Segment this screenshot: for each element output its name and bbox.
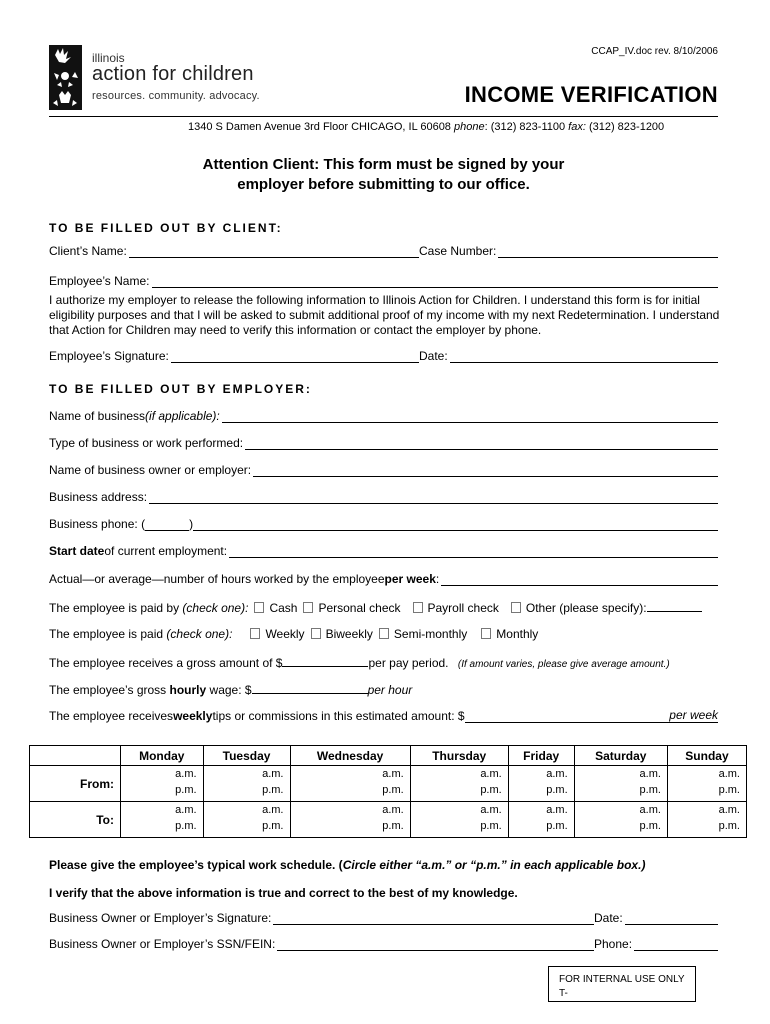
pm-option[interactable]: p.m. (175, 784, 197, 796)
am-option[interactable]: a.m. (480, 804, 502, 816)
gross-amount-note: (If amount varies, please give average amount.) (457, 659, 670, 670)
am-option[interactable]: a.m. (175, 804, 197, 816)
owner-phone-line[interactable] (634, 938, 718, 951)
hours-bold: per week (384, 572, 436, 586)
attention-notice (49, 155, 718, 195)
fax-label: fax: (568, 121, 586, 133)
internal-use-code: T- (559, 988, 568, 999)
pm-option[interactable]: p.m. (382, 820, 404, 832)
am-option[interactable]: a.m. (262, 804, 284, 816)
pm-option[interactable]: p.m. (546, 784, 568, 796)
other-option: Other (please specify): (525, 601, 647, 615)
day-tuesday: Tuesday (203, 746, 290, 766)
owner-phone-field[interactable] (594, 937, 718, 951)
to-label: To: (30, 802, 121, 838)
client-name-line[interactable] (129, 245, 419, 258)
per-week-label: per week (669, 708, 718, 722)
client-section-heading: TO BE FILLED OUT BY CLIENT: (49, 221, 283, 235)
schedule-cell[interactable] (203, 766, 290, 802)
schedule-cell[interactable] (508, 766, 574, 802)
pm-option[interactable]: p.m. (175, 820, 197, 832)
hourly-bold: hourly (169, 683, 207, 697)
am-option[interactable]: a.m. (718, 804, 740, 816)
ssn-fein-field[interactable] (49, 937, 594, 951)
verification-statement: I verify that the above information is true and correct to the best of my knowledge. (49, 886, 518, 900)
cash-option: Cash (269, 601, 298, 615)
pm-option[interactable]: p.m. (480, 784, 502, 796)
address-text: 1340 S Damen Avenue 3rd Floor CHICAGO, IL 60608 (188, 121, 454, 133)
business-phone-label: Business phone: ( (49, 517, 146, 531)
payroll-check-option: Payroll check (427, 601, 499, 615)
ssn-fein-line[interactable] (277, 938, 594, 951)
schedule-instruction-note: Circle either “a.m.” or “p.m.” in each applicable box.) (342, 858, 646, 872)
corner-cell (30, 746, 121, 766)
semi-monthly-checkbox[interactable] (379, 628, 389, 639)
schedule-from-row (30, 766, 747, 802)
schedule-instruction (49, 858, 645, 872)
owner-date-label: Date: (594, 911, 623, 925)
pm-option[interactable]: p.m. (546, 820, 568, 832)
internal-use-label: FOR INTERNAL USE ONLY (559, 974, 685, 985)
weekly-checkbox[interactable] (250, 628, 260, 639)
client-date-field[interactable] (419, 349, 718, 363)
business-phone-field[interactable] (49, 517, 718, 531)
pay-frequency-row (49, 627, 538, 641)
business-type-label: Type of business or work performed: (49, 436, 244, 450)
business-name-label: Name of business (49, 409, 146, 423)
am-option[interactable]: a.m. (262, 768, 284, 780)
org-tagline: resources. community. advocacy. (92, 90, 260, 102)
owner-date-field[interactable] (594, 911, 718, 925)
schedule-cell[interactable] (290, 766, 410, 802)
day-monday: Monday (121, 746, 204, 766)
pm-option[interactable]: p.m. (639, 820, 661, 832)
per-hour-label: per hour (367, 683, 413, 697)
paid-by-note: (check one): (182, 601, 249, 615)
day-sunday: Sunday (667, 746, 746, 766)
hours-field[interactable] (49, 572, 718, 586)
hourly-wage-line[interactable] (252, 681, 368, 694)
employee-signature-label: Employee’s Signature: (49, 349, 169, 363)
schedule-cell[interactable] (203, 802, 290, 838)
attention-line-2: employer before submitting to our office. (237, 176, 530, 193)
case-number-field[interactable] (419, 244, 718, 258)
am-option[interactable]: a.m. (718, 768, 740, 780)
header-divider (49, 116, 718, 117)
personal-check-option: Personal check (318, 601, 401, 615)
owner-signature-line[interactable] (273, 912, 594, 925)
employee-name-line[interactable] (152, 275, 719, 288)
pm-option[interactable]: p.m. (480, 820, 502, 832)
employee-signature-field[interactable] (49, 349, 419, 363)
hours-colon: : (435, 572, 440, 586)
day-wednesday: Wednesday (290, 746, 410, 766)
day-thursday: Thursday (410, 746, 508, 766)
logo-icon (49, 45, 82, 110)
client-date-line[interactable] (450, 350, 718, 363)
owner-signature-field[interactable] (49, 911, 594, 925)
gross-amount-row (49, 654, 670, 670)
pm-option[interactable]: p.m. (262, 820, 284, 832)
biweekly-checkbox[interactable] (311, 628, 321, 639)
day-saturday: Saturday (574, 746, 667, 766)
org-name: action for children (92, 63, 254, 85)
am-option[interactable]: a.m. (382, 768, 404, 780)
hours-label: Actual—or average—number of hours worked by the employee (49, 572, 385, 586)
employee-name-field[interactable] (49, 274, 718, 288)
phone-number: : (312) 823-1100 (484, 121, 569, 133)
pm-option[interactable]: p.m. (639, 784, 661, 796)
business-owner-line[interactable] (253, 464, 718, 477)
am-option[interactable]: a.m. (382, 804, 404, 816)
client-name-label: Client’s Name: (49, 244, 127, 258)
monthly-checkbox[interactable] (481, 628, 491, 639)
schedule-cell[interactable] (667, 802, 746, 838)
fax-number: (312) 823-1200 (585, 121, 665, 133)
schedule-cell[interactable] (121, 766, 204, 802)
pm-option[interactable]: p.m. (718, 784, 740, 796)
pm-option[interactable]: p.m. (262, 784, 284, 796)
internal-use-box (548, 966, 696, 1002)
weekly-option: Weekly (265, 627, 305, 641)
start-date-bold: Start date (49, 544, 105, 558)
business-address-line[interactable] (149, 491, 718, 504)
weekly-bold: weekly (173, 709, 213, 723)
hourly-wage-label: The employee’s gross (49, 683, 170, 697)
org-address (188, 121, 664, 133)
employee-signature-line[interactable] (171, 350, 419, 363)
client-date-label: Date: (419, 349, 448, 363)
schedule-to-row (30, 802, 747, 838)
case-number-label: Case Number: (419, 244, 497, 258)
am-option[interactable]: a.m. (480, 768, 502, 780)
schedule-header-row (30, 746, 747, 766)
work-schedule-table (29, 745, 747, 838)
cash-checkbox[interactable] (254, 602, 264, 613)
owner-date-line[interactable] (625, 912, 718, 925)
business-type-field[interactable] (49, 436, 718, 450)
payroll-check-checkbox[interactable] (413, 602, 423, 613)
attention-line-1: Attention Client: This form must be signed by your (202, 156, 565, 173)
gross-amount-line[interactable] (282, 654, 368, 667)
org-small-label: illinois (92, 51, 125, 65)
ssn-fein-label: Business Owner or Employer’s SSN/FEIN: (49, 937, 276, 951)
from-label: From: (30, 766, 121, 802)
business-phone-line[interactable] (193, 518, 718, 531)
client-name-field[interactable] (49, 244, 419, 258)
am-option[interactable]: a.m. (546, 804, 568, 816)
business-name-field[interactable] (49, 409, 718, 423)
weekly-tips-dollar: tips or commissions in this estimated amount: $ (212, 709, 465, 723)
business-address-label: Business address: (49, 490, 148, 504)
hourly-wage-row (49, 681, 412, 697)
weekly-tips-field[interactable] (49, 708, 718, 723)
paid-by-row (49, 599, 702, 615)
other-checkbox[interactable] (511, 602, 521, 613)
gross-amount-label: The employee receives a gross amount of $ (49, 656, 283, 670)
schedule-cell[interactable] (574, 766, 667, 802)
employee-name-label: Employee’s Name: (49, 274, 150, 288)
business-type-line[interactable] (245, 437, 718, 450)
form-title: INCOME VERIFICATION (464, 82, 718, 107)
other-specify-line[interactable] (647, 599, 702, 612)
schedule-cell[interactable] (121, 802, 204, 838)
business-phone-close: ) (189, 517, 194, 531)
weekly-tips-line[interactable] (465, 710, 670, 723)
pay-frequency-label: The employee is paid (49, 627, 167, 641)
personal-check-checkbox[interactable] (303, 602, 313, 613)
semi-monthly-option: Semi-monthly (393, 627, 468, 641)
schedule-instruction-text: Please give the employee’s typical work schedule. ( (49, 858, 343, 872)
day-friday: Friday (508, 746, 574, 766)
start-date-label: of current employment: (104, 544, 228, 558)
business-owner-field[interactable] (49, 463, 718, 477)
schedule-cell[interactable] (410, 766, 508, 802)
area-code-line[interactable] (145, 518, 189, 531)
document-reference: CCAP_IV.doc rev. 8/10/2006 (591, 46, 718, 57)
paid-by-label: The employee is paid by (49, 601, 183, 615)
authorization-text: I authorize my employer to release the following information to Illinois Action for Children. I understand this form is for initial eligibility purposes and that I will be asked to submit additional proof of my income with my next Redetermination. I understand that Action for Children may need to verify this information or contact the employer by phone. (49, 293, 720, 337)
schedule-cell[interactable] (667, 766, 746, 802)
business-address-field[interactable] (49, 490, 718, 504)
pay-frequency-note: (check one): (166, 627, 233, 641)
case-number-line[interactable] (498, 245, 718, 258)
schedule-cell[interactable] (574, 802, 667, 838)
start-date-line[interactable] (229, 545, 718, 558)
schedule-cell[interactable] (410, 802, 508, 838)
am-option[interactable]: a.m. (175, 768, 197, 780)
weekly-tips-label: The employee receives (49, 709, 174, 723)
schedule-cell[interactable] (290, 802, 410, 838)
employer-section-heading: TO BE FILLED OUT BY EMPLOYER: (49, 382, 312, 396)
owner-phone-label: Phone: (594, 937, 633, 951)
pm-option[interactable]: p.m. (718, 820, 740, 832)
start-date-field[interactable] (49, 544, 718, 558)
monthly-option: Monthly (496, 627, 539, 641)
am-option[interactable]: a.m. (639, 768, 661, 780)
business-name-note: (if applicable): (145, 409, 220, 423)
owner-signature-label: Business Owner or Employer’s Signature: (49, 911, 272, 925)
biweekly-option: Biweekly (325, 627, 373, 641)
phone-label: phone (453, 121, 485, 133)
hourly-wage-dollar: wage: $ (206, 683, 252, 697)
am-option[interactable]: a.m. (546, 768, 568, 780)
am-option[interactable]: a.m. (639, 804, 661, 816)
business-name-line[interactable] (222, 410, 718, 423)
hours-line[interactable] (441, 573, 718, 586)
per-pay-period-label: per pay period. (368, 656, 449, 670)
pm-option[interactable]: p.m. (382, 784, 404, 796)
business-owner-label: Name of business owner or employer: (49, 463, 252, 477)
schedule-cell[interactable] (508, 802, 574, 838)
